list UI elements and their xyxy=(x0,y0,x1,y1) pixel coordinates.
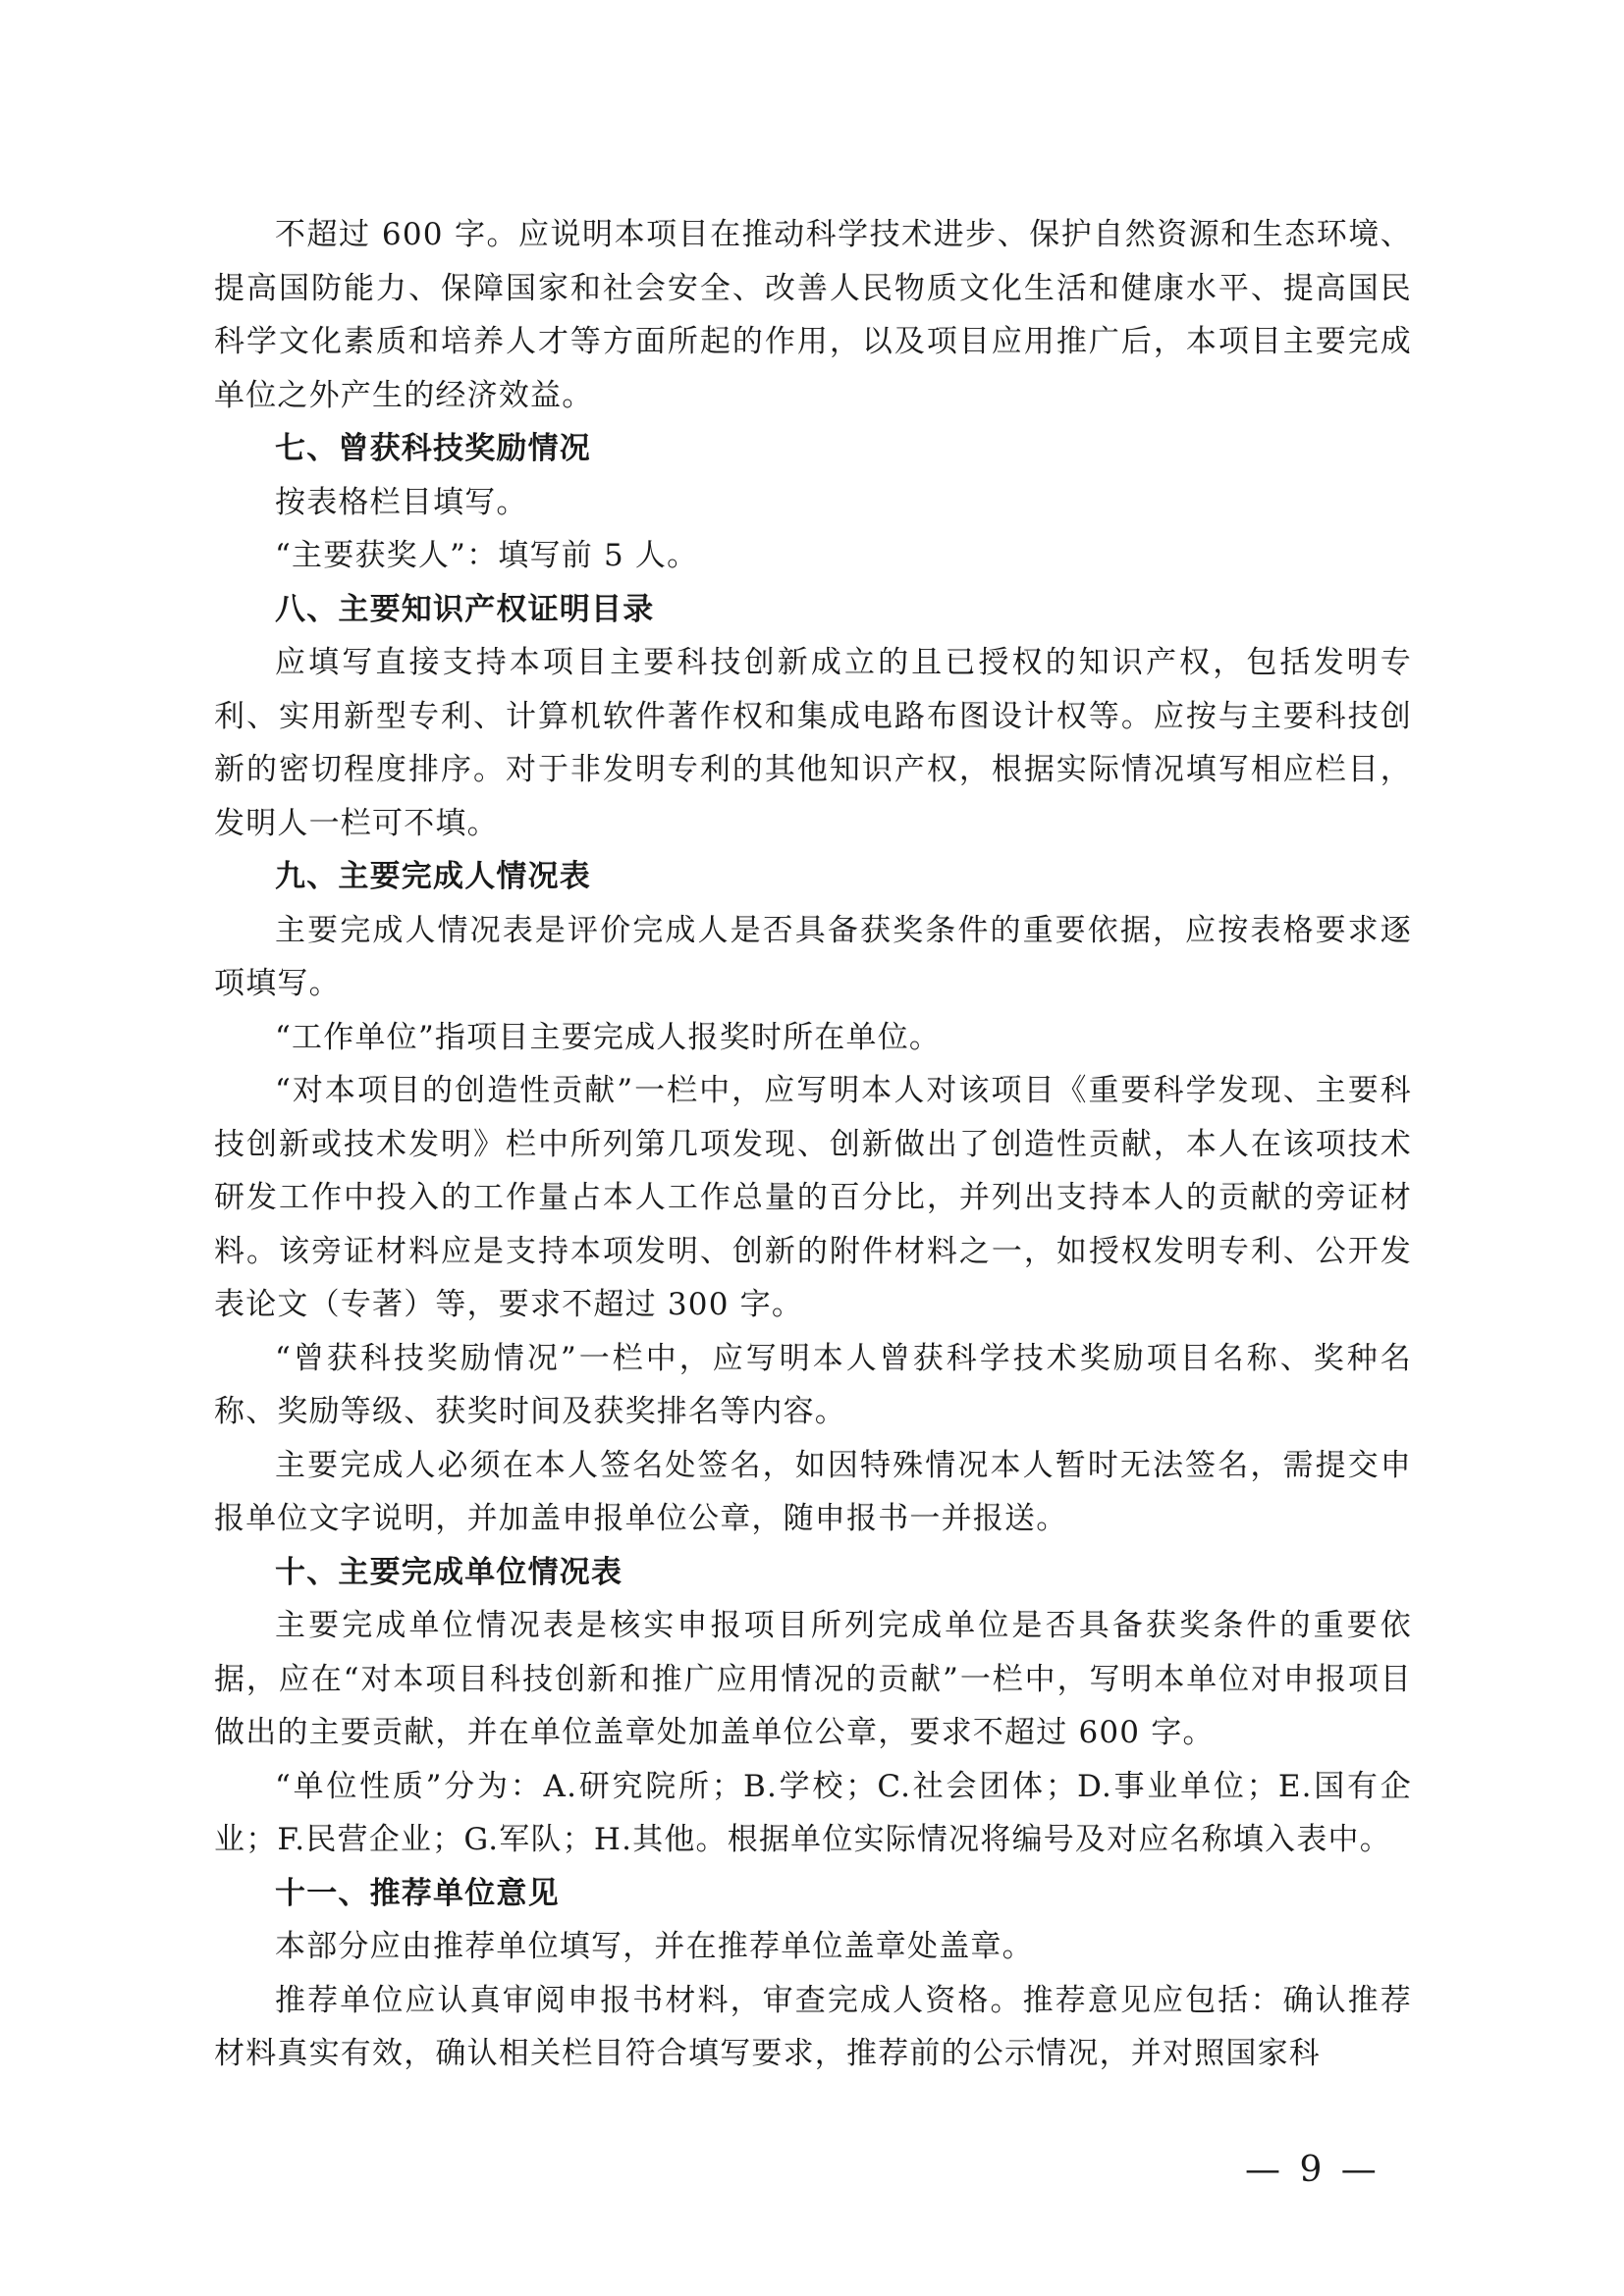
paragraph-recommendation-content: 推荐单位应认真审阅申报书材料，审查完成人资格。推荐意见应包括：确认推荐材料真实有效，确认相关栏目符合填写要求，推荐前的公示情况，并对照国家科 xyxy=(214,1982,1412,2071)
paragraph-units-intro: 主要完成单位情况表是核实申报项目所列完成单位是否具备获奖条件的重要依据，应在“对本项目科技创新和推广应用情况的贡献”一栏中，写明本单位对申报项目做出的主要贡献，并在单位盖章处加盖单位公章，要求不超过 600 字。 xyxy=(214,1608,1412,1750)
paragraph-creative-contribution: “对本项目的创造性贡献”一栏中，应写明本人对该项目《重要科学发现、主要科技创新或技术发明》栏中所列第几项发现、创新做出了创造性贡献，本人在该项技术研发工作中投入的工作量占本人工作总量的百分比，并列出支持本人的贡献的旁证材料。该旁证材料应是支持本项发明、创新的附件材料之一，如授权发明专利、公开发表论文（专著）等，要求不超过 300 字。 xyxy=(214,1073,1412,1322)
section-heading-ip: 八、主要知识产权证明目录 xyxy=(275,591,655,627)
paragraph-signature: 主要完成人必须在本人签名处签名，如因特殊情况本人暂时无法签名，需提交申报单位文字说明，并加盖申报单位公章，随申报书一并报送。 xyxy=(214,1447,1412,1536)
paragraph-recommendation-fill: 本部分应由推荐单位填写，并在推荐单位盖章处盖章。 xyxy=(275,1929,1034,1964)
paragraph-contributor-awards: “曾获科技奖励情况”一栏中，应写明本人曾获科学技术奖励项目名称、奖种名称、奖励等级、获奖时间及获奖排名等内容。 xyxy=(214,1340,1412,1429)
page-number: — 9 — xyxy=(1245,2150,1380,2190)
paragraph-benefits: 不超过 600 字。应说明本项目在推动科学技术进步、保护自然资源和生态环境、提高国防能力、保障国家和社会安全、改善人民物质文化生活和健康水平、提高国民科学文化素质和培养人才等方面所起的作用，以及项目应用推广后，本项目主要完成单位之外产生的经济效益。 xyxy=(214,217,1412,413)
paragraph-awards-fill: 按表格栏目填写。 xyxy=(275,484,528,520)
paragraph-contributors-intro: 主要完成人情况表是评价完成人是否具备获奖条件的重要依据，应按表格要求逐项填写。 xyxy=(214,912,1412,1001)
section-heading-recommendation: 十一、推荐单位意见 xyxy=(275,1875,560,1911)
paragraph-work-unit: “工作单位”指项目主要完成人报奖时所在单位。 xyxy=(275,1019,942,1055)
paragraph-ip: 应填写直接支持本项目主要科技创新成立的且已授权的知识产权，包括发明专利、实用新型专利、计算机软件著作权和集成电路布图设计权等。应按与主要科技创新的密切程度排序。对于非发明专利的其他知识产权，根据实际情况填写相应栏目，发明人一栏可不填。 xyxy=(214,645,1412,841)
section-heading-awards: 七、曾获科技奖励情况 xyxy=(275,431,591,466)
paragraph-unit-nature: “单位性质”分为：A.研究院所；B.学校；C.社会团体；D.事业单位；E.国有企业；F.民营企业；G.军队；H.其他。根据单位实际情况将编号及对应名称填入表中。 xyxy=(214,1768,1412,1857)
section-heading-main-contributors: 九、主要完成人情况表 xyxy=(275,859,591,894)
section-heading-main-units: 十、主要完成单位情况表 xyxy=(275,1554,623,1590)
document-body xyxy=(214,208,1412,2081)
paragraph-awards-winners: “主要获奖人”：填写前 5 人。 xyxy=(275,538,699,573)
